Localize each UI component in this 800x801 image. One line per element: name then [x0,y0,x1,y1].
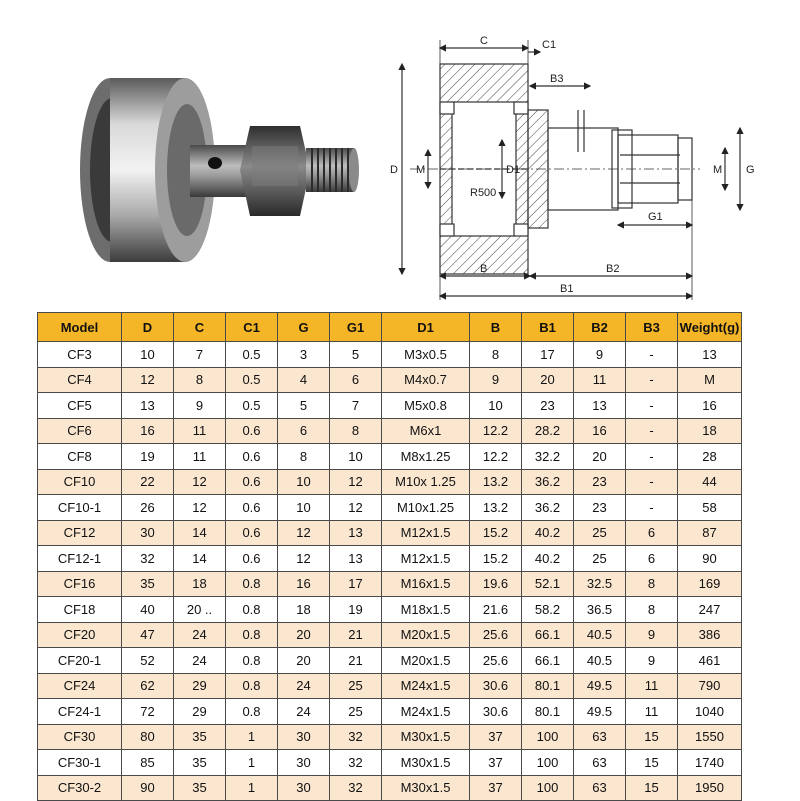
table-cell: M24x1.5 [382,673,470,699]
table-cell: 66.1 [522,622,574,648]
table-cell: 32.2 [522,444,574,470]
table-cell: 24 [174,622,226,648]
table-cell: 19.6 [470,571,522,597]
table-cell: 10 [330,444,382,470]
column-header: D1 [382,313,470,342]
table-cell: 1040 [678,699,742,725]
table-cell: 28.2 [522,418,574,444]
table-cell: 35 [174,775,226,801]
table-cell: 0.6 [226,546,278,572]
table-cell: 11 [174,418,226,444]
column-header: B [470,313,522,342]
table-cell: 23 [574,469,626,495]
label-M-right: M [713,164,723,176]
table-cell: 25 [574,546,626,572]
table-cell: 11 [574,367,626,393]
table-cell: 19 [122,444,174,470]
table-cell: 58.2 [522,597,574,623]
table-cell: 11 [174,444,226,470]
table-cell: 24 [278,673,330,699]
table-row [38,444,742,470]
table-cell: 63 [574,724,626,750]
table-cell: M16x1.5 [382,571,470,597]
table-cell: 87 [678,520,742,546]
column-header: Model [38,313,122,342]
table-cell: 13 [330,546,382,572]
model-cell: CF6 [38,418,122,444]
table-cell: 16 [122,418,174,444]
table-cell: 90 [122,775,174,801]
table-row [38,495,742,521]
table-cell: 21 [330,622,382,648]
label-D: D [390,164,398,176]
table-row [38,724,742,750]
table-cell: 30 [278,724,330,750]
table-cell: - [626,418,678,444]
table-cell: - [626,444,678,470]
table-cell: 15.2 [470,546,522,572]
table-cell: M3x0.5 [382,342,470,368]
column-header: C [174,313,226,342]
table-cell: 40.5 [574,648,626,674]
model-cell: CF24-1 [38,699,122,725]
table-cell: 5 [330,342,382,368]
table-cell: 9 [574,342,626,368]
table-cell: 37 [470,724,522,750]
column-header: G [278,313,330,342]
table-cell: 90 [678,546,742,572]
table-cell: M18x1.5 [382,597,470,623]
label-R500: R500 [470,187,497,199]
label-B1: B1 [560,283,574,295]
table-cell: 18 [174,571,226,597]
table-cell: 13.2 [470,469,522,495]
table-row [38,699,742,725]
table-cell: 169 [678,571,742,597]
table-cell: M8x1.25 [382,444,470,470]
table-cell: 13 [122,393,174,419]
table-cell: 16 [678,393,742,419]
table-cell: 11 [626,699,678,725]
table-cell: 13 [678,342,742,368]
table-cell: 4 [278,367,330,393]
table-cell: 6 [626,520,678,546]
table-cell: 0.8 [226,597,278,623]
table-cell: 9 [626,622,678,648]
table-cell: 35 [174,724,226,750]
column-header: G1 [330,313,382,342]
model-cell: CF20 [38,622,122,648]
table-row [38,520,742,546]
table-cell: M10x1.25 [382,495,470,521]
table-cell: 9 [626,648,678,674]
table-cell: 8 [470,342,522,368]
table-cell: 47 [122,622,174,648]
model-cell: CF12 [38,520,122,546]
table-cell: M30x1.5 [382,775,470,801]
column-header: C1 [226,313,278,342]
table-cell: 52 [122,648,174,674]
table-cell: 36.2 [522,469,574,495]
table-cell: 35 [174,750,226,776]
table-cell: 23 [574,495,626,521]
table-cell: - [626,393,678,419]
table-cell: 30 [122,520,174,546]
table-cell: 80.1 [522,673,574,699]
table-cell: 12.2 [470,444,522,470]
table-cell: 14 [174,546,226,572]
model-cell: CF3 [38,342,122,368]
table-cell: - [626,342,678,368]
table-header-row [38,313,742,342]
table-cell: 37 [470,750,522,776]
table-cell: 0.8 [226,622,278,648]
table-cell: 19 [330,597,382,623]
table-row [38,571,742,597]
table-cell: 32 [330,775,382,801]
model-cell: CF8 [38,444,122,470]
table-cell: 25 [330,699,382,725]
model-cell: CF30-2 [38,775,122,801]
model-cell: CF4 [38,367,122,393]
table-cell: 62 [122,673,174,699]
table-cell: 13 [574,393,626,419]
table-cell: 58 [678,495,742,521]
table-cell: 32 [122,546,174,572]
table-cell: M30x1.5 [382,750,470,776]
table-cell: 10 [278,469,330,495]
table-cell: 1550 [678,724,742,750]
table-cell: 13.2 [470,495,522,521]
label-C: C [480,35,488,47]
table-cell: 790 [678,673,742,699]
model-cell: CF16 [38,571,122,597]
table-cell: 0.5 [226,342,278,368]
table-cell: 100 [522,724,574,750]
table-row [38,648,742,674]
table-cell: 80.1 [522,699,574,725]
table-cell: 12 [278,546,330,572]
table-cell: 16 [574,418,626,444]
table-cell: 6 [330,367,382,393]
table-cell: 0.8 [226,571,278,597]
table-cell: 44 [678,469,742,495]
table-cell: 21 [330,648,382,674]
table-cell: 26 [122,495,174,521]
model-cell: CF18 [38,597,122,623]
table-cell: 1 [226,775,278,801]
table-cell: 15 [626,724,678,750]
table-cell: M30x1.5 [382,724,470,750]
label-M-left: M [416,164,426,176]
model-cell: CF20-1 [38,648,122,674]
table-cell: 0.5 [226,367,278,393]
table-cell: 49.5 [574,673,626,699]
label-B3: B3 [550,73,564,85]
table-row [38,597,742,623]
table-cell: 36.5 [574,597,626,623]
table-cell: 72 [122,699,174,725]
model-cell: CF30-1 [38,750,122,776]
column-header: B2 [574,313,626,342]
table-cell: 40 [122,597,174,623]
table-cell: 0.6 [226,495,278,521]
table-cell: 24 [278,699,330,725]
table-cell: 5 [278,393,330,419]
table-cell: 20 [522,367,574,393]
table-cell: M20x1.5 [382,648,470,674]
table-cell: 0.6 [226,444,278,470]
table-row [38,367,742,393]
table-cell: 11 [626,673,678,699]
model-cell: CF5 [38,393,122,419]
table-cell: 18 [678,418,742,444]
table-cell: M [678,367,742,393]
model-cell: CF24 [38,673,122,699]
table-cell: 40.5 [574,622,626,648]
table-cell: 80 [122,724,174,750]
table-cell: 35 [122,571,174,597]
model-cell: CF10 [38,469,122,495]
table-cell: 63 [574,750,626,776]
table-cell: 18 [278,597,330,623]
table-cell: 12 [330,495,382,521]
table-cell: 9 [470,367,522,393]
spec-table [37,312,742,801]
table-cell: M24x1.5 [382,699,470,725]
table-cell: M12x1.5 [382,520,470,546]
table-cell: 8 [278,444,330,470]
table-cell: 66.1 [522,648,574,674]
column-header: D [122,313,174,342]
table-cell: 20 .. [174,597,226,623]
table-cell: 1740 [678,750,742,776]
technical-drawing [380,30,800,305]
table-cell: 8 [174,367,226,393]
table-cell: 1950 [678,775,742,801]
table-cell: 14 [174,520,226,546]
table-cell: 10 [278,495,330,521]
table-row [38,342,742,368]
table-cell: 23 [522,393,574,419]
table-cell: 25 [574,520,626,546]
column-header: B1 [522,313,574,342]
label-D1: D1 [506,164,521,176]
table-cell: - [626,367,678,393]
table-row [38,750,742,776]
table-cell: 37 [470,775,522,801]
table-cell: 8 [330,418,382,444]
table-cell: 28 [678,444,742,470]
table-cell: M20x1.5 [382,622,470,648]
table-cell: M6x1 [382,418,470,444]
label-C1: C1 [542,39,557,51]
table-row [38,775,742,801]
table-cell: 30 [278,750,330,776]
model-cell: CF12-1 [38,546,122,572]
table-cell: - [626,495,678,521]
table-cell: 9 [174,393,226,419]
column-header: B3 [626,313,678,342]
table-cell: 461 [678,648,742,674]
table-cell: 49.5 [574,699,626,725]
column-header: Weight(g) [678,313,742,342]
table-cell: 36.2 [522,495,574,521]
table-cell: 25.6 [470,622,522,648]
table-cell: 12.2 [470,418,522,444]
table-cell: 100 [522,750,574,776]
table-cell: 20 [574,444,626,470]
table-cell: M5x0.8 [382,393,470,419]
table-cell: 30.6 [470,699,522,725]
table-cell: 63 [574,775,626,801]
table-body [38,342,742,801]
model-cell: CF10-1 [38,495,122,521]
table-cell: M12x1.5 [382,546,470,572]
table-cell: 15 [626,750,678,776]
table-cell: 10 [470,393,522,419]
table-row [38,673,742,699]
table-cell: 22 [122,469,174,495]
table-cell: 6 [278,418,330,444]
table-cell: 8 [626,597,678,623]
table-cell: 24 [174,648,226,674]
table-cell: 12 [278,520,330,546]
table-cell: 0.8 [226,648,278,674]
table-cell: 3 [278,342,330,368]
table-cell: 21.6 [470,597,522,623]
table-row [38,418,742,444]
table-cell: 30.6 [470,673,522,699]
label-B: B [480,263,488,275]
table-cell: 15.2 [470,520,522,546]
table-cell: 29 [174,699,226,725]
table-cell: 12 [330,469,382,495]
table-cell: 25 [330,673,382,699]
table-cell: 12 [174,469,226,495]
table-cell: 32.5 [574,571,626,597]
model-cell: CF30 [38,724,122,750]
table-row [38,546,742,572]
table-cell: 8 [626,571,678,597]
table-cell: 10 [122,342,174,368]
table-cell: 0.6 [226,469,278,495]
table-cell: 25.6 [470,648,522,674]
table-row [38,622,742,648]
table-cell: 17 [330,571,382,597]
bearing-photo [40,40,370,300]
table-cell: 15 [626,775,678,801]
table-cell: 40.2 [522,520,574,546]
table-row [38,393,742,419]
table-cell: 17 [522,342,574,368]
table-cell: 0.6 [226,418,278,444]
table-cell: 247 [678,597,742,623]
table-cell: 32 [330,724,382,750]
table-cell: 40.2 [522,546,574,572]
table-cell: 30 [278,775,330,801]
table-cell: 1 [226,750,278,776]
table-cell: 13 [330,520,382,546]
label-G1: G1 [648,211,663,223]
table-cell: 100 [522,775,574,801]
table-cell: 12 [122,367,174,393]
table-cell: 6 [626,546,678,572]
table-cell: 20 [278,648,330,674]
table-cell: 0.8 [226,673,278,699]
table-cell: M4x0.7 [382,367,470,393]
table-row [38,469,742,495]
table-cell: 16 [278,571,330,597]
table-cell: 20 [278,622,330,648]
table-cell: 7 [174,342,226,368]
table-cell: 12 [174,495,226,521]
label-B2: B2 [606,263,620,275]
label-G: G [746,164,755,176]
table-cell: 386 [678,622,742,648]
table-cell: 0.6 [226,520,278,546]
table-cell: 85 [122,750,174,776]
table-cell: 1 [226,724,278,750]
table-cell: M10x 1.25 [382,469,470,495]
table-cell: 0.8 [226,699,278,725]
table-cell: - [626,469,678,495]
table-cell: 7 [330,393,382,419]
table-cell: 52.1 [522,571,574,597]
table-cell: 32 [330,750,382,776]
table-cell: 29 [174,673,226,699]
table-cell: 0.5 [226,393,278,419]
